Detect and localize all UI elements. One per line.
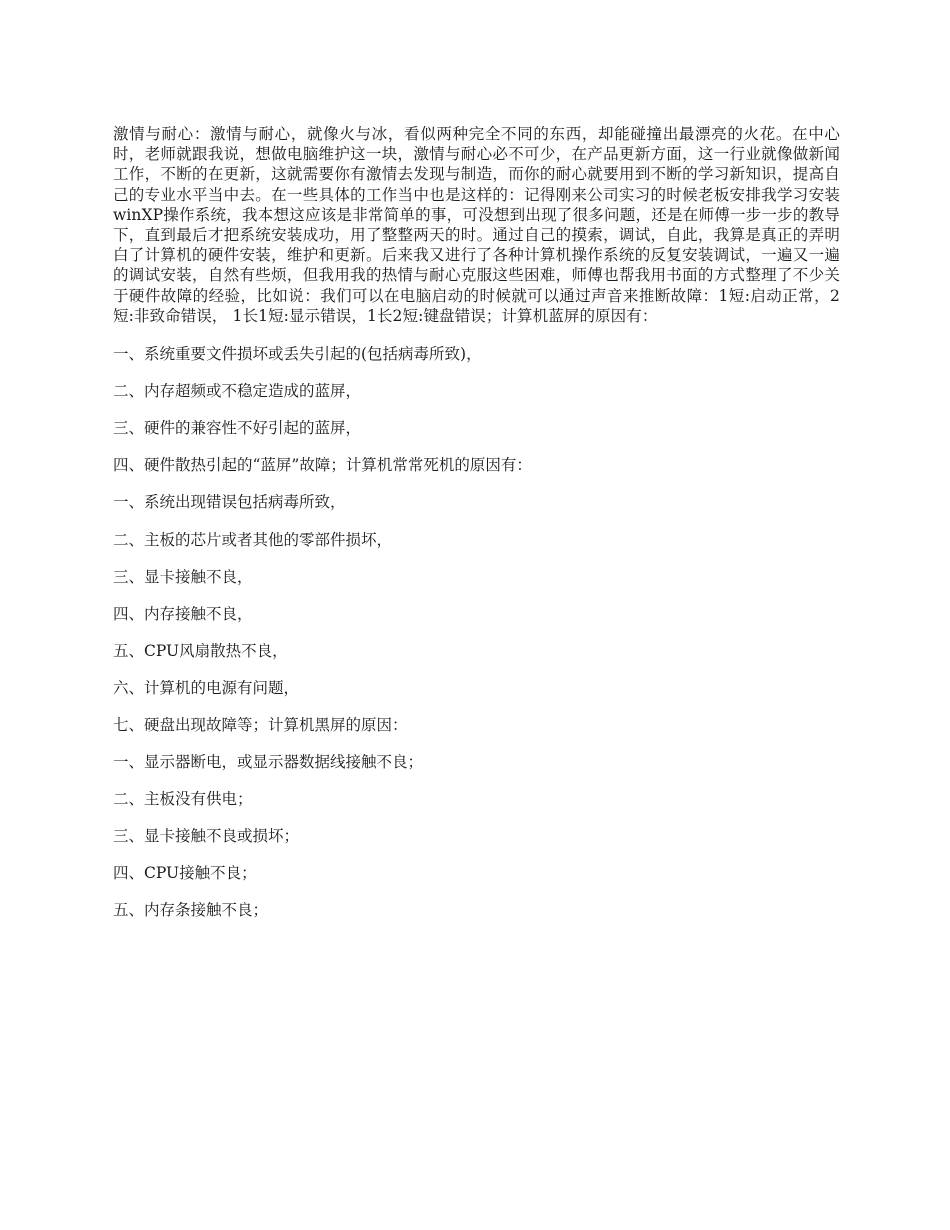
list-item: 一、系统出现错误包括病毒所致， (113, 493, 346, 512)
list-item: 三、显卡接触不良或损坏； (113, 827, 300, 846)
list-item: 七、硬盘出现故障等；计算机黑屏的原因： (113, 715, 408, 734)
list-item: 二、主板的芯片或者其他的零部件损坏， (113, 530, 393, 549)
list-item: 二、内存超频或不稳定造成的蓝屏， (113, 382, 362, 401)
list-item: 四、CPU接触不良； (113, 864, 257, 883)
list-item: 一、系统重要文件损坏或丢失引起的(包括病毒所致)， (113, 345, 482, 364)
list-item: 二、主板没有供电； (113, 790, 253, 809)
list-item: 四、硬件散热引起的“蓝屏”故障；计算机常常死机的原因有： (113, 456, 532, 475)
document-page (113, 124, 840, 930)
list-item: 五、内存条接触不良； (113, 901, 269, 920)
fault-list (113, 336, 840, 930)
list-item: 三、硬件的兼容性不好引起的蓝屏， (113, 419, 362, 438)
list-item: 一、显示器断电，或显示器数据线接触不良； (113, 753, 424, 772)
intro-paragraph: 激情与耐心：激情与耐心，就像火与冰，看似两种完全不同的东西，却能碰撞出最漂亮的火花。在中心时，老师就跟我说，想做电脑维护这一块，激情与耐心必不可少，在产品更新方面，这一行业就像做新闻工作，不断的在更新，这就需要你有激情去发现与制造，而你的耐心就要用到不断的学习新知识，提高自己的专业水平当中去。在一些具体的工作当中也是这样的：记得刚来公司实习的时候老板安排我学习安装winXP操作系统，我本想这应该是非常简单的事，可没想到出现了很多问题，还是在师傅一步一步的教导下，直到最后才把系统安装成功，用了整整两天的时。通过自己的摸索，调试，自此，我算是真正的弄明白了计算机的硬件安装，维护和更新。后来我又进行了各种计算机操作系统的反复安装调试，一遍又一遍的调试安装，自然有些烦，但我用我的热情与耐心克服这些困难，师傅也帮我用书面的方式整理了不少关于硬件故障的经验，比如说：我们可以在电脑启动的时候就可以通过声音来推断故障：1短:启动正常，2短:非致命错误， 1长1短:显示错误，1长2短:键盘错误；计算机蓝屏的原因有： (113, 125, 840, 325)
list-item: 四、内存接触不良， (113, 604, 253, 623)
list-item: 六、计算机的电源有问题， (113, 678, 300, 697)
list-item: 五、CPU风扇散热不良， (113, 641, 288, 660)
list-item: 三、显卡接触不良， (113, 567, 253, 586)
